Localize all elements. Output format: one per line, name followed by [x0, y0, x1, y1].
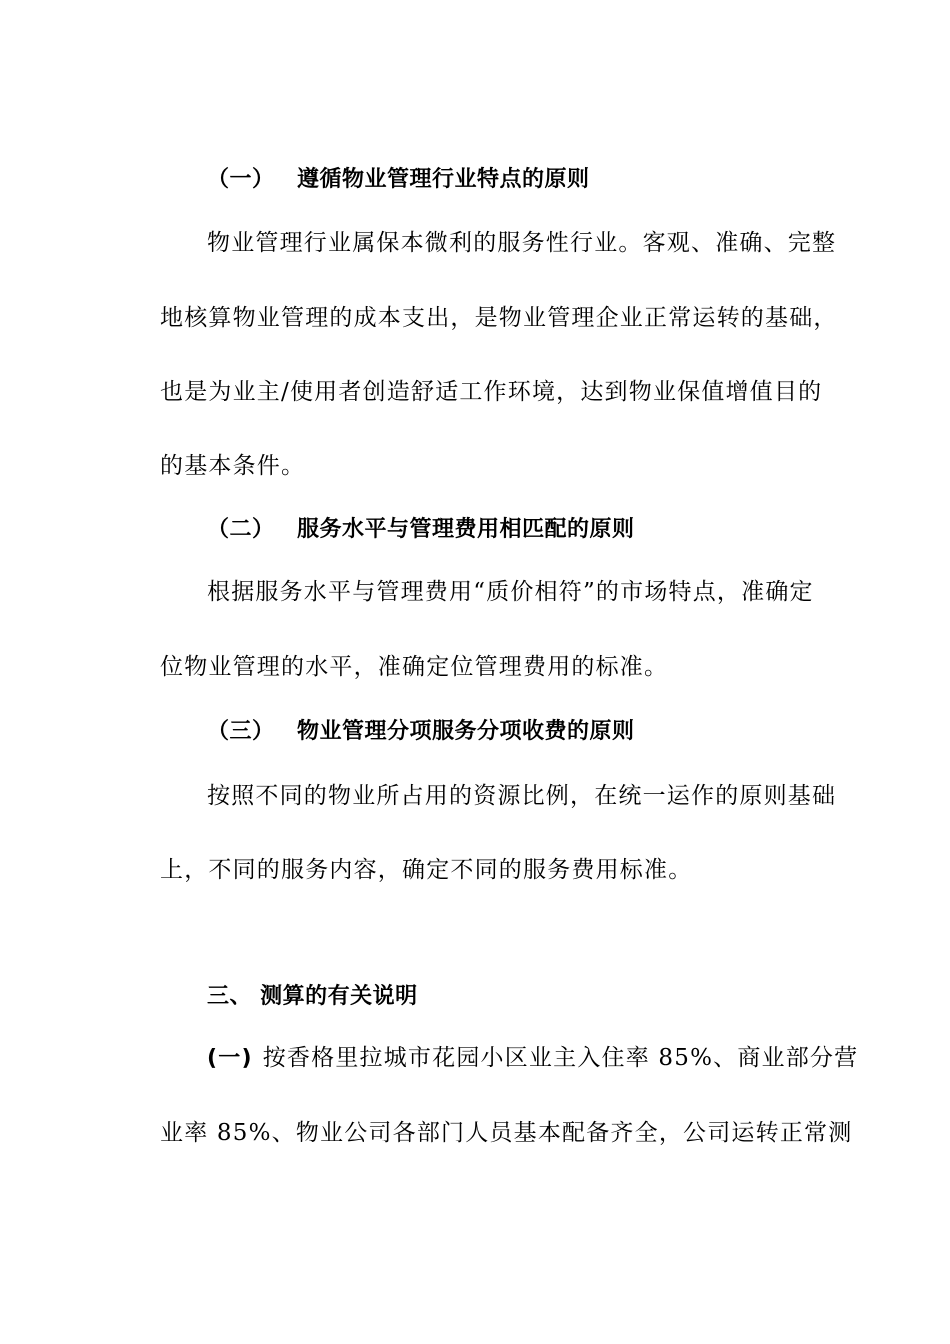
section-number-1: （一）: [207, 167, 275, 192]
paragraph-line: 业率 85%、物业公司各部门人员基本配备齐全，公司运转正常测: [160, 1120, 853, 1146]
section-heading-2: [207, 515, 635, 545]
chapter-item-number: (一): [207, 1046, 253, 1071]
paragraph-line: 的基本条件。: [160, 453, 306, 479]
section-number-3: （三）: [207, 719, 275, 744]
paragraph-line: 地核算物业管理的成本支出，是物业管理企业正常运转的基础，: [160, 305, 838, 331]
section-number-2: （二）: [207, 517, 275, 542]
paragraph-line: 按照不同的物业所占用的资源比例，在统一运作的原则基础: [207, 783, 837, 809]
paragraph-line: 也是为业主/使用者创造舒适工作环境，达到物业保值增值目的: [160, 379, 823, 405]
paragraph-line: 根据服务水平与管理费用“质价相符”的市场特点，准确定: [207, 579, 814, 605]
chapter-item-line: [207, 1043, 858, 1074]
chapter-heading: 三、 测算的有关说明: [207, 984, 418, 1009]
section-title-3: 物业管理分项服务分项收费的原则: [297, 719, 635, 744]
section-title-2: 服务水平与管理费用相匹配的原则: [297, 517, 635, 542]
paragraph-line: 物业管理行业属保本微利的服务性行业。客观、准确、完整: [207, 230, 837, 256]
paragraph-line: 位物业管理的水平，准确定位管理费用的标准。: [160, 654, 669, 680]
section-heading-1: [207, 165, 590, 195]
section-heading-3: [207, 717, 635, 747]
section-title-1: 遵循物业管理行业特点的原则: [297, 167, 590, 192]
paragraph-line: 上，不同的服务内容，确定不同的服务费用标准。: [160, 857, 693, 883]
chapter-item-text: 按香格里拉城市花园小区业主入住率 85%、商业部分营: [262, 1045, 859, 1071]
